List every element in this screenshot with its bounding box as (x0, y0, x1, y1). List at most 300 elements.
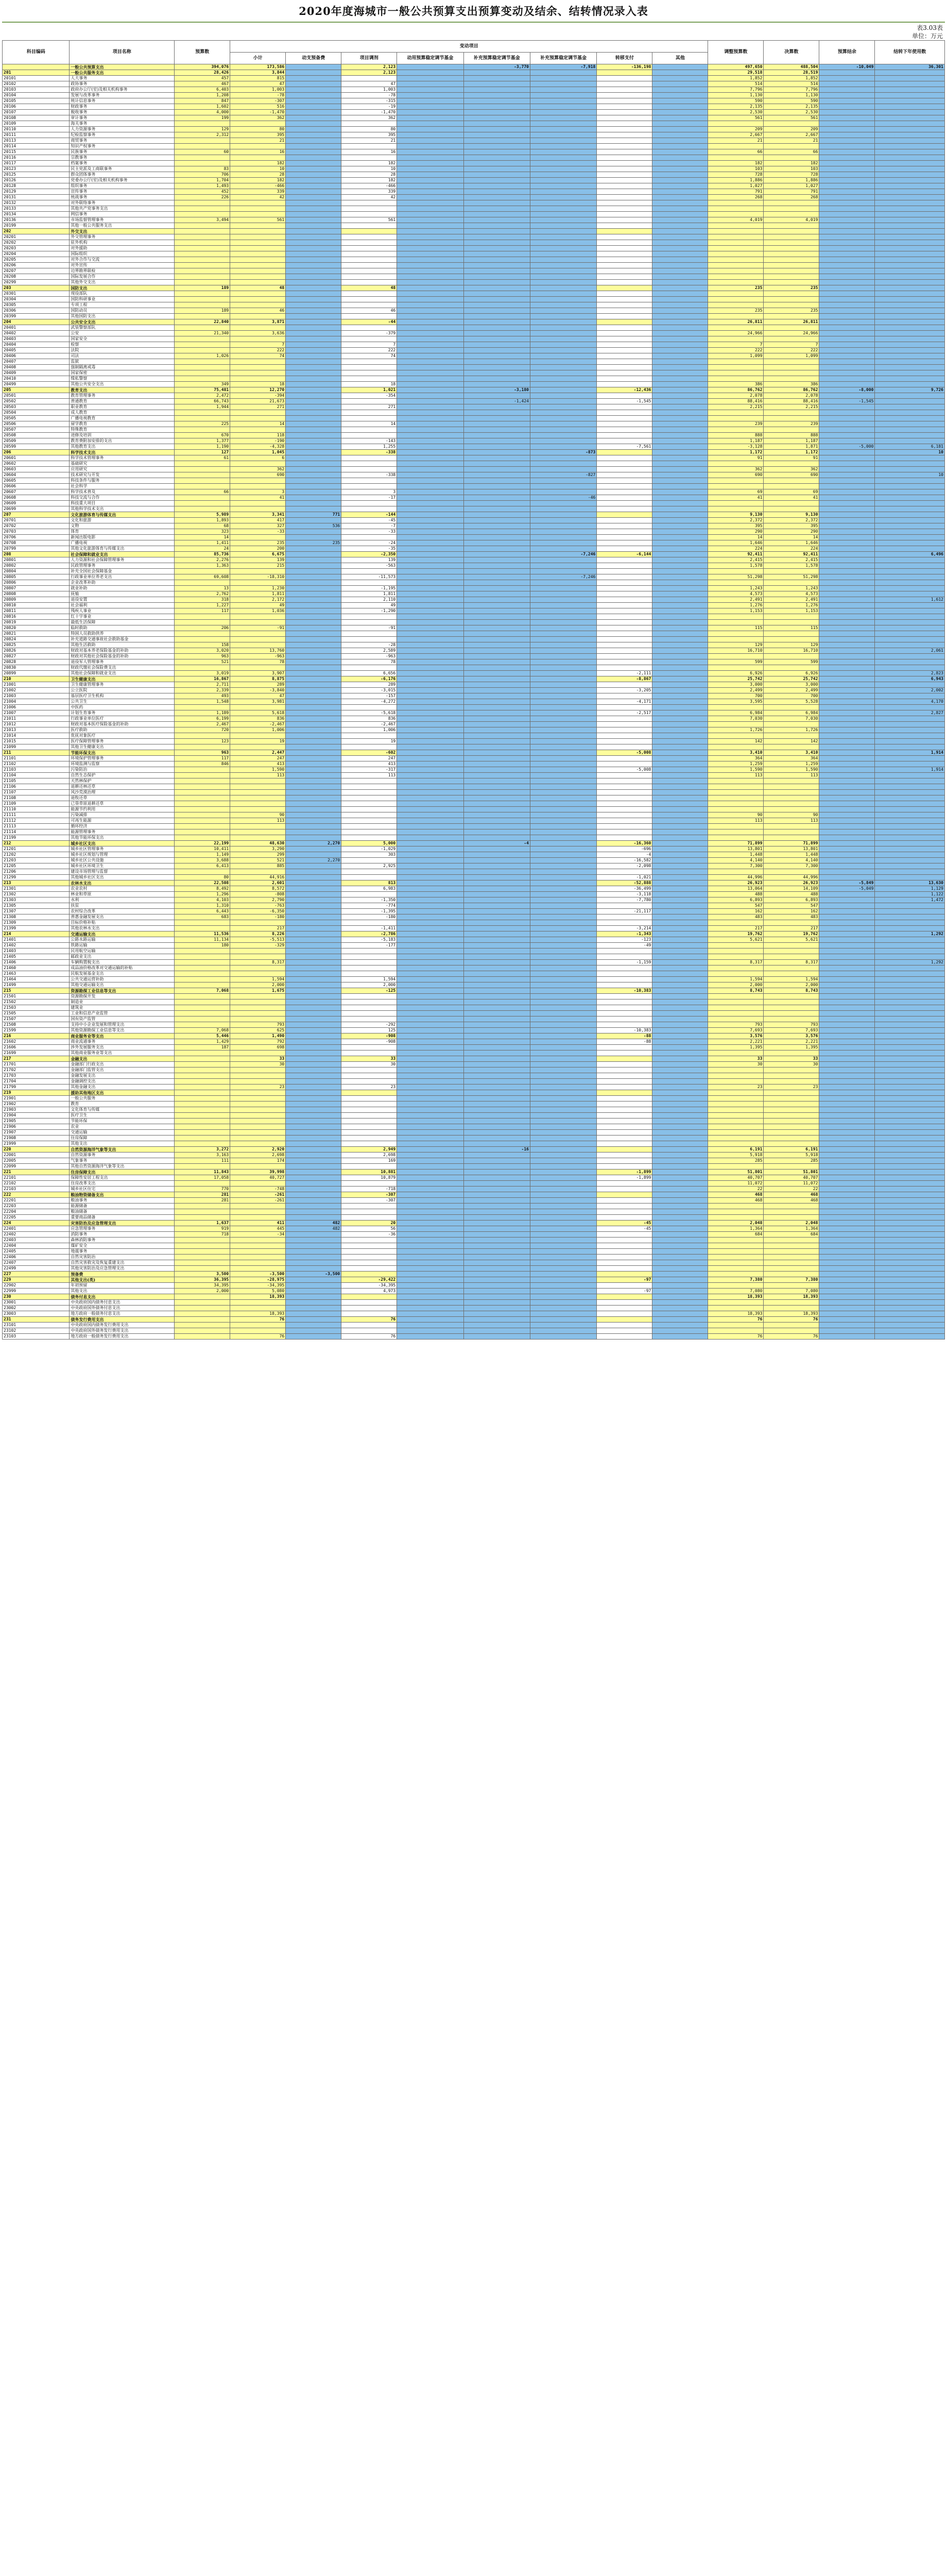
table-cell-col-7[interactable] (463, 892, 530, 897)
table-cell-col-14[interactable]: 10 (875, 472, 945, 478)
table-cell-col-4[interactable]: 771 (286, 512, 341, 518)
table-cell-col-4[interactable] (286, 727, 341, 733)
table-cell-col-14[interactable] (875, 421, 945, 427)
table-cell-col-8[interactable] (530, 682, 596, 688)
table-cell-col-6[interactable] (397, 1107, 463, 1113)
table-cell-col-6[interactable] (397, 183, 463, 189)
table-cell-col-13[interactable] (819, 586, 875, 591)
table-cell-col-11[interactable] (708, 1090, 764, 1096)
table-cell-col-1[interactable]: 农林水支出 (70, 880, 175, 886)
table-cell-col-13[interactable] (819, 280, 875, 285)
table-cell-col-3[interactable] (230, 1260, 286, 1266)
table-cell-col-6[interactable] (397, 829, 463, 835)
table-cell-col-8[interactable] (530, 1028, 596, 1033)
table-cell-col-4[interactable] (286, 336, 341, 342)
table-cell-col-9[interactable] (597, 835, 652, 841)
table-cell-col-10[interactable] (652, 314, 708, 319)
table-cell-col-8[interactable] (530, 829, 596, 835)
table-cell-col-3[interactable] (230, 501, 286, 506)
table-cell-col-8[interactable] (530, 931, 596, 937)
table-cell-col-13[interactable] (819, 914, 875, 920)
table-cell-col-8[interactable] (530, 914, 596, 920)
table-cell-col-9[interactable] (597, 563, 652, 569)
table-cell-col-1[interactable]: 文化和旅游 (70, 518, 175, 523)
table-cell-col-8[interactable] (530, 580, 596, 586)
table-cell-col-5[interactable] (341, 297, 397, 302)
table-cell-col-9[interactable] (597, 484, 652, 489)
table-cell-col-2[interactable]: 718 (175, 1232, 230, 1238)
table-cell-col-11[interactable] (708, 416, 764, 421)
table-cell-col-1[interactable]: 风沙荒漠治理 (70, 790, 175, 795)
table-cell-col-9[interactable] (597, 659, 652, 665)
table-cell-col-6[interactable] (397, 1170, 463, 1175)
table-cell-col-11[interactable] (708, 410, 764, 416)
table-cell-col-0[interactable]: 219 (3, 1090, 70, 1096)
table-cell-col-14[interactable] (875, 1209, 945, 1215)
table-cell-col-2[interactable] (175, 1294, 230, 1300)
table-cell-col-12[interactable] (764, 1300, 819, 1306)
table-cell-col-3[interactable] (230, 1005, 286, 1011)
table-cell-col-9[interactable] (597, 302, 652, 308)
table-cell-col-7[interactable] (463, 614, 530, 620)
table-cell-col-9[interactable] (597, 121, 652, 127)
table-cell-col-14[interactable]: 6,496 (875, 552, 945, 557)
table-cell-col-10[interactable] (652, 1022, 708, 1028)
table-cell-col-7[interactable] (463, 812, 530, 818)
table-cell-col-4[interactable] (286, 1124, 341, 1130)
table-cell-col-11[interactable] (708, 501, 764, 506)
table-cell-col-11[interactable]: 162 (708, 909, 764, 914)
table-cell-col-8[interactable] (530, 144, 596, 149)
table-cell-col-1[interactable]: 进修及培训 (70, 433, 175, 438)
table-cell-col-5[interactable]: 30 (341, 1062, 397, 1067)
table-cell-col-3[interactable]: -329 (230, 943, 286, 948)
table-cell-col-11[interactable] (708, 1272, 764, 1277)
table-cell-col-0[interactable]: 21106 (3, 784, 70, 790)
table-cell-col-13[interactable]: -8,000 (819, 387, 875, 393)
table-cell-col-4[interactable] (286, 971, 341, 977)
table-cell-col-10[interactable] (652, 625, 708, 631)
table-cell-col-8[interactable] (530, 727, 596, 733)
table-cell-col-10[interactable] (652, 1101, 708, 1107)
table-cell-col-2[interactable]: 2,472 (175, 393, 230, 399)
table-cell-col-3[interactable]: -1,470 (230, 110, 286, 115)
table-cell-col-0[interactable]: 21901 (3, 1096, 70, 1101)
table-cell-col-3[interactable] (230, 824, 286, 829)
table-cell-col-10[interactable] (652, 659, 708, 665)
table-cell-col-11[interactable] (708, 1136, 764, 1141)
table-cell-col-11[interactable] (708, 631, 764, 637)
table-cell-col-1[interactable]: 节能环保支出 (70, 750, 175, 756)
table-cell-col-4[interactable] (286, 1317, 341, 1323)
table-cell-col-5[interactable] (341, 257, 397, 263)
table-cell-col-4[interactable] (286, 852, 341, 858)
table-cell-col-11[interactable]: 1,395 (708, 1045, 764, 1050)
table-cell-col-6[interactable] (397, 625, 463, 631)
table-cell-col-1[interactable]: 涉外发展服务支出 (70, 1045, 175, 1050)
table-cell-col-4[interactable] (286, 614, 341, 620)
table-cell-col-11[interactable]: 239 (708, 421, 764, 427)
table-cell-col-13[interactable] (819, 943, 875, 948)
table-cell-col-4[interactable] (286, 325, 341, 331)
table-cell-col-1[interactable]: 文物 (70, 523, 175, 529)
table-cell-col-7[interactable] (463, 535, 530, 540)
table-cell-col-10[interactable] (652, 433, 708, 438)
table-cell-col-12[interactable]: 6,984 (764, 710, 819, 716)
table-cell-col-7[interactable] (463, 1016, 530, 1022)
table-cell-col-12[interactable]: 1,594 (764, 977, 819, 982)
table-cell-col-13[interactable] (819, 1232, 875, 1238)
table-cell-col-6[interactable] (397, 642, 463, 648)
table-cell-col-7[interactable] (463, 909, 530, 914)
table-cell-col-12[interactable]: 41 (764, 495, 819, 501)
table-cell-col-5[interactable]: 813 (341, 880, 397, 886)
table-cell-col-13[interactable] (819, 314, 875, 319)
table-cell-col-1[interactable]: 知识产权事务 (70, 144, 175, 149)
table-cell-col-12[interactable]: 1,852 (764, 76, 819, 81)
table-cell-col-9[interactable] (597, 1306, 652, 1311)
table-cell-col-13[interactable] (819, 433, 875, 438)
table-cell-col-3[interactable] (230, 829, 286, 835)
table-cell-col-1[interactable]: 商业流通事务 (70, 1039, 175, 1045)
table-cell-col-10[interactable] (652, 365, 708, 370)
table-cell-col-8[interactable] (530, 501, 596, 506)
table-cell-col-1[interactable]: 最低生活保障 (70, 620, 175, 625)
table-cell-col-14[interactable] (875, 127, 945, 132)
table-cell-col-0[interactable]: 20109 (3, 121, 70, 127)
table-cell-col-6[interactable] (397, 1323, 463, 1328)
table-cell-col-7[interactable] (463, 155, 530, 161)
table-cell-col-1[interactable]: 医疗救助 (70, 727, 175, 733)
table-cell-col-11[interactable]: 92,411 (708, 552, 764, 557)
table-cell-col-1[interactable]: 司法 (70, 353, 175, 359)
table-cell-col-0[interactable]: 20810 (3, 603, 70, 608)
table-cell-col-2[interactable]: 117 (175, 756, 230, 761)
table-cell-col-9[interactable] (597, 172, 652, 178)
table-cell-col-9[interactable]: -10,383 (597, 988, 652, 994)
table-cell-col-13[interactable] (819, 1266, 875, 1272)
table-cell-col-0[interactable]: 21501 (3, 994, 70, 999)
table-cell-col-3[interactable] (230, 1130, 286, 1136)
table-cell-col-4[interactable] (286, 790, 341, 795)
table-cell-col-4[interactable] (286, 603, 341, 608)
table-cell-col-11[interactable]: 66 (708, 149, 764, 155)
table-cell-col-6[interactable] (397, 302, 463, 308)
table-cell-col-11[interactable] (708, 1323, 764, 1328)
table-cell-col-9[interactable] (597, 1238, 652, 1243)
table-cell-col-14[interactable] (875, 1243, 945, 1249)
table-cell-col-7[interactable] (463, 444, 530, 450)
table-cell-col-2[interactable] (175, 1334, 230, 1340)
table-cell-col-7[interactable] (463, 1226, 530, 1232)
table-cell-col-6[interactable] (397, 149, 463, 155)
table-cell-col-3[interactable] (230, 620, 286, 625)
table-cell-col-6[interactable] (397, 370, 463, 376)
table-cell-col-5[interactable]: 247 (341, 756, 397, 761)
table-cell-col-11[interactable]: 44,996 (708, 875, 764, 880)
table-cell-col-1[interactable]: 科学技术支出 (70, 450, 175, 455)
table-cell-col-1[interactable]: 行政事业单位医疗 (70, 716, 175, 722)
table-cell-col-7[interactable] (463, 410, 530, 416)
table-cell-col-12[interactable]: 51,801 (764, 1170, 819, 1175)
table-cell-col-5[interactable]: 2,123 (341, 70, 397, 76)
table-cell-col-8[interactable] (530, 1118, 596, 1124)
table-cell-col-7[interactable] (463, 767, 530, 773)
table-cell-col-0[interactable]: 20703 (3, 529, 70, 535)
table-cell-col-10[interactable] (652, 892, 708, 897)
table-cell-col-11[interactable]: 386 (708, 382, 764, 387)
table-cell-col-13[interactable] (819, 699, 875, 705)
table-cell-col-5[interactable] (341, 858, 397, 863)
table-cell-col-8[interactable] (530, 1306, 596, 1311)
table-cell-col-5[interactable] (341, 1118, 397, 1124)
table-cell-col-3[interactable]: 3,341 (230, 512, 286, 518)
table-cell-col-6[interactable] (397, 444, 463, 450)
table-cell-col-2[interactable] (175, 348, 230, 353)
table-cell-col-8[interactable] (530, 314, 596, 319)
table-cell-col-0[interactable]: 20205 (3, 257, 70, 263)
table-cell-col-11[interactable]: 18,393 (708, 1294, 764, 1300)
table-cell-col-4[interactable] (286, 795, 341, 801)
table-cell-col-9[interactable] (597, 370, 652, 376)
table-cell-col-13[interactable] (819, 1062, 875, 1067)
table-cell-col-7[interactable] (463, 393, 530, 399)
table-cell-col-9[interactable] (597, 427, 652, 433)
table-cell-col-6[interactable] (397, 200, 463, 206)
table-cell-col-1[interactable]: 人大事务 (70, 76, 175, 81)
table-cell-col-14[interactable] (875, 682, 945, 688)
table-cell-col-1[interactable]: 国有资产监管 (70, 1016, 175, 1022)
table-cell-col-13[interactable] (819, 1016, 875, 1022)
table-cell-col-8[interactable] (530, 710, 596, 716)
table-cell-col-7[interactable] (463, 1033, 530, 1039)
table-cell-col-9[interactable] (597, 801, 652, 807)
table-cell-col-0[interactable]: 20401 (3, 325, 70, 331)
table-cell-col-10[interactable] (652, 682, 708, 688)
table-cell-col-10[interactable] (652, 733, 708, 739)
table-cell-col-9[interactable] (597, 319, 652, 325)
table-cell-col-13[interactable] (819, 495, 875, 501)
table-cell-col-2[interactable] (175, 705, 230, 710)
table-cell-col-7[interactable] (463, 886, 530, 892)
table-cell-col-8[interactable] (530, 433, 596, 438)
table-cell-col-9[interactable]: -136,198 (597, 64, 652, 70)
table-cell-col-5[interactable]: 362 (341, 115, 397, 121)
table-cell-col-5[interactable]: 4,973 (341, 1289, 397, 1294)
table-cell-col-1[interactable]: 其他灾害防治及应急管理支出 (70, 1266, 175, 1272)
table-cell-col-0[interactable]: 21505 (3, 1011, 70, 1016)
table-cell-col-7[interactable] (463, 631, 530, 637)
table-cell-col-10[interactable] (652, 325, 708, 331)
table-cell-col-12[interactable] (764, 370, 819, 376)
table-cell-col-8[interactable] (530, 654, 596, 659)
table-cell-col-3[interactable] (230, 642, 286, 648)
table-cell-col-6[interactable] (397, 353, 463, 359)
table-cell-col-3[interactable] (230, 1090, 286, 1096)
table-cell-col-0[interactable]: 20114 (3, 144, 70, 149)
table-cell-col-14[interactable] (875, 586, 945, 591)
table-cell-col-0[interactable]: 20104 (3, 93, 70, 98)
table-cell-col-8[interactable] (530, 540, 596, 546)
table-cell-col-0[interactable]: 22102 (3, 1181, 70, 1187)
table-cell-col-2[interactable]: 66 (175, 489, 230, 495)
table-cell-col-8[interactable]: -7,246 (530, 574, 596, 580)
table-cell-col-14[interactable] (875, 1221, 945, 1226)
table-cell-col-3[interactable]: 14 (230, 421, 286, 427)
table-cell-col-1[interactable]: 其他城乡社区支出 (70, 875, 175, 880)
table-cell-col-0[interactable]: 23001 (3, 1300, 70, 1306)
table-cell-col-9[interactable] (597, 506, 652, 512)
table-cell-col-10[interactable] (652, 127, 708, 132)
table-cell-col-2[interactable]: 123 (175, 739, 230, 744)
table-cell-col-7[interactable] (463, 1039, 530, 1045)
table-cell-col-3[interactable]: -394 (230, 393, 286, 399)
table-cell-col-14[interactable] (875, 1249, 945, 1255)
table-cell-col-10[interactable] (652, 155, 708, 161)
table-cell-col-1[interactable]: 纪检监察事务 (70, 132, 175, 138)
table-cell-col-5[interactable]: 20 (341, 1221, 397, 1226)
table-cell-col-6[interactable] (397, 217, 463, 223)
table-cell-col-6[interactable] (397, 81, 463, 87)
table-cell-col-9[interactable] (597, 76, 652, 81)
table-cell-col-14[interactable]: 1,122 (875, 892, 945, 897)
table-cell-col-4[interactable] (286, 1232, 341, 1238)
table-cell-col-9[interactable] (597, 421, 652, 427)
table-cell-col-3[interactable]: 174 (230, 1158, 286, 1164)
table-cell-col-1[interactable]: 制造业 (70, 999, 175, 1005)
table-cell-col-5[interactable] (341, 1124, 397, 1130)
table-cell-col-13[interactable] (819, 1317, 875, 1323)
table-cell-col-10[interactable] (652, 1289, 708, 1294)
table-cell-col-14[interactable] (875, 149, 945, 155)
table-cell-col-0[interactable]: 22103 (3, 1187, 70, 1192)
table-cell-col-3[interactable] (230, 200, 286, 206)
table-cell-col-11[interactable]: 791 (708, 189, 764, 195)
table-cell-col-14[interactable]: 6,181 (875, 444, 945, 450)
table-cell-col-8[interactable] (530, 1198, 596, 1204)
table-cell-col-10[interactable] (652, 121, 708, 127)
table-cell-col-12[interactable] (764, 246, 819, 251)
table-cell-col-13[interactable] (819, 1289, 875, 1294)
table-cell-col-3[interactable]: 327 (230, 523, 286, 529)
table-cell-col-7[interactable] (463, 1272, 530, 1277)
table-cell-col-13[interactable]: -10,049 (819, 64, 875, 70)
table-cell-col-4[interactable] (286, 722, 341, 727)
table-cell-col-8[interactable] (530, 835, 596, 841)
table-cell-col-0[interactable]: 20607 (3, 489, 70, 495)
table-cell-col-1[interactable]: 临时救助 (70, 625, 175, 631)
table-cell-col-3[interactable] (230, 1215, 286, 1221)
table-cell-col-10[interactable] (652, 824, 708, 829)
table-cell-col-2[interactable]: 281 (175, 1198, 230, 1204)
table-cell-col-8[interactable] (530, 1011, 596, 1016)
table-cell-col-10[interactable] (652, 637, 708, 642)
table-cell-col-5[interactable]: -1,411 (341, 926, 397, 931)
table-cell-col-5[interactable] (341, 1079, 397, 1084)
table-cell-col-5[interactable] (341, 336, 397, 342)
table-cell-col-6[interactable] (397, 665, 463, 671)
table-cell-col-9[interactable] (597, 240, 652, 246)
table-cell-col-8[interactable] (530, 365, 596, 370)
table-cell-col-8[interactable] (530, 93, 596, 98)
table-cell-col-10[interactable] (652, 1164, 708, 1170)
table-cell-col-13[interactable] (819, 348, 875, 353)
table-cell-col-8[interactable] (530, 404, 596, 410)
table-cell-col-4[interactable] (286, 1073, 341, 1079)
table-cell-col-13[interactable] (819, 285, 875, 291)
table-cell-col-1[interactable]: 灾害防治及应急管理支出 (70, 1221, 175, 1226)
table-cell-col-2[interactable] (175, 790, 230, 795)
table-cell-col-14[interactable] (875, 246, 945, 251)
table-cell-col-13[interactable] (819, 620, 875, 625)
table-cell-col-10[interactable] (652, 654, 708, 659)
table-cell-col-5[interactable] (341, 501, 397, 506)
table-cell-col-12[interactable]: 2,491 (764, 597, 819, 603)
table-cell-col-14[interactable] (875, 1323, 945, 1328)
table-cell-col-5[interactable]: -3,015 (341, 688, 397, 693)
table-cell-col-7[interactable] (463, 569, 530, 574)
table-cell-col-12[interactable] (764, 1107, 819, 1113)
table-cell-col-9[interactable] (597, 665, 652, 671)
table-cell-col-8[interactable] (530, 223, 596, 229)
table-cell-col-4[interactable] (286, 693, 341, 699)
table-cell-col-7[interactable] (463, 506, 530, 512)
table-cell-col-11[interactable]: 129 (708, 642, 764, 648)
table-cell-col-1[interactable]: 建设市场管理与监督 (70, 869, 175, 875)
table-cell-col-7[interactable] (463, 280, 530, 285)
table-cell-col-10[interactable] (652, 268, 708, 274)
table-cell-col-3[interactable] (230, 314, 286, 319)
table-cell-col-14[interactable]: 4,170 (875, 699, 945, 705)
table-cell-col-5[interactable]: 413 (341, 761, 397, 767)
table-cell-col-8[interactable] (530, 790, 596, 795)
table-cell-col-11[interactable]: 1,364 (708, 1226, 764, 1232)
table-cell-col-4[interactable] (286, 960, 341, 965)
table-cell-col-7[interactable] (463, 240, 530, 246)
table-cell-col-3[interactable]: -2,467 (230, 722, 286, 727)
table-cell-col-13[interactable] (819, 1084, 875, 1090)
table-cell-col-14[interactable] (875, 144, 945, 149)
table-cell-col-0[interactable]: 21003 (3, 693, 70, 699)
table-cell-col-12[interactable]: 1,276 (764, 603, 819, 608)
table-cell-col-13[interactable] (819, 727, 875, 733)
table-cell-col-14[interactable] (875, 943, 945, 948)
table-cell-col-10[interactable] (652, 1067, 708, 1073)
table-cell-col-8[interactable] (530, 1124, 596, 1130)
table-cell-col-7[interactable] (463, 1153, 530, 1158)
table-cell-col-5[interactable] (341, 790, 397, 795)
table-cell-col-1[interactable]: 成品油价格改革对交通运输的补贴 (70, 965, 175, 971)
table-cell-col-1[interactable]: 退牧还草 (70, 795, 175, 801)
table-cell-col-11[interactable] (708, 1266, 764, 1272)
table-cell-col-3[interactable] (230, 994, 286, 999)
table-cell-col-5[interactable] (341, 999, 397, 1005)
table-cell-col-9[interactable] (597, 977, 652, 982)
table-cell-col-5[interactable]: -33 (341, 529, 397, 535)
table-cell-col-13[interactable] (819, 631, 875, 637)
table-cell-col-14[interactable] (875, 773, 945, 778)
table-cell-col-1[interactable]: 能源节约利用 (70, 807, 175, 812)
table-cell-col-0[interactable]: 20203 (3, 246, 70, 251)
table-cell-col-10[interactable] (652, 1141, 708, 1147)
table-cell-col-12[interactable]: 14,109 (764, 886, 819, 892)
table-cell-col-1[interactable]: 其他科学技术支出 (70, 506, 175, 512)
table-cell-col-4[interactable] (286, 988, 341, 994)
table-cell-col-1[interactable]: 基础研究 (70, 461, 175, 467)
table-cell-col-5[interactable]: -1,350 (341, 897, 397, 903)
table-cell-col-10[interactable] (652, 1113, 708, 1118)
table-cell-col-13[interactable] (819, 546, 875, 552)
